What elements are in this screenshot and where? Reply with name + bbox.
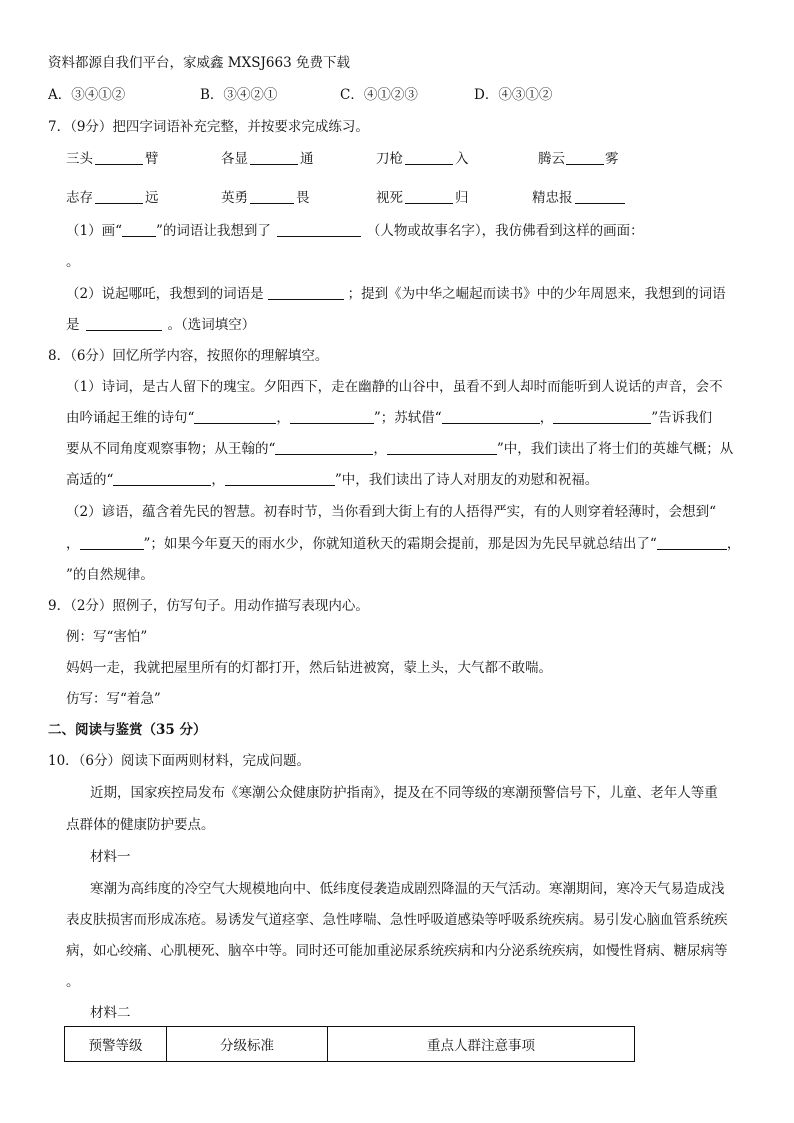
- q9-example: 妈妈一走，我就把屋里所有的灯都打开，然后钻进被窝，蒙上头，大气都不敢喘。: [66, 660, 552, 676]
- q8-p1-line3: 要从不同角度观察事物；从王翰的“ ， ”中，我们读出了将士们的英雄气概；从: [66, 441, 734, 457]
- q10-intro-line2: 点群体的健康防护要点。: [66, 817, 215, 833]
- material-1-line2: 表皮肤损害而形成冻疮。易诱发气道痉挛、急性哮喘、急性呼吸道感染等呼吸系统疾病。易引发心脑血管系统疾: [66, 912, 728, 928]
- material-1-title: 材料一: [90, 849, 131, 865]
- q8-title: 8．（6分）回忆所学内容，按照你的理解填空。: [48, 348, 329, 364]
- idiom-2: 各显 通: [221, 151, 314, 167]
- material-1-line3: 病，如心绞痛、心肌梗死、脑卒中等。同时还可能加重泌尿系统疾病和内分泌系统疾病，如慢性肾病、糖尿病等: [66, 943, 728, 959]
- q9-title: 9．（2分）照例子，仿写句子。用动作描写表现内心。: [48, 598, 369, 614]
- idiom-8: 精忠报: [532, 189, 627, 207]
- q10-title: 10．（6分）阅读下面两则材料，完成问题。: [48, 753, 311, 769]
- material-1-line4: 。: [66, 974, 80, 990]
- idiom-7: 视死 归: [376, 190, 469, 206]
- q7-title: 7．（9分）把四字词语补充完整，并按要求完成练习。: [48, 119, 369, 135]
- q7-sub2-cont: 是 。（选词填空）: [66, 317, 256, 333]
- q10-intro-line1: 近期，国家疾控局发布《寒潮公众健康防护指南》，提及在不同等级的寒潮预警信号下，儿童、老年人等重: [90, 785, 718, 801]
- section-heading: 二、阅读与鉴赏（35 分）: [48, 722, 207, 738]
- q8-p1-line2: 由吟诵起王维的诗句“ ， ”；苏轼借“ ， ”告诉我们: [66, 410, 713, 426]
- q8-p1-line1: （1）诗词，是古人留下的瑰宝。夕阳西下，走在幽静的山谷中，虽看不到人却时而能听到人说话的声音，会不: [66, 379, 723, 395]
- idiom-5: 志存 远: [66, 190, 159, 206]
- header-note: 资料都源自我们平台，家威鑫 MXSJ663 免费下载: [48, 55, 350, 71]
- q8-p1-line4: 高适的“ ， ”中，我们读出了诗人对朋友的劝慰和祝福。: [66, 472, 599, 488]
- q9-example-label: 例：写“害怕”: [66, 629, 148, 645]
- table-header-row: [65, 1027, 635, 1062]
- q8-p2-line1: （2）谚语，蕴含着先民的智慧。初春时节，当你看到大街上有的人捂得严实，有的人则穿着轻薄时，会想到“: [66, 504, 716, 520]
- q7-sub1-end: 。: [66, 254, 80, 270]
- table-header-cell: 分级标准: [167, 1027, 328, 1062]
- idiom-1: 三头 臂: [66, 151, 159, 167]
- material-2-table: [64, 1026, 635, 1062]
- option-c: C．④①②③: [340, 87, 418, 103]
- option-d: D．④③①②: [474, 87, 553, 103]
- idiom-3: 刀枪 入: [376, 151, 469, 167]
- q7-sub2: （2）说起哪吒，我想到的词语是 ；提到《为中华之崛起而读书》中的少年周恩来，我想到的词语: [66, 286, 726, 302]
- material-2-title: 材料二: [90, 1005, 131, 1021]
- q8-p2-line2: ， ”；如果今年夏天的雨水少，你就知道秋天的霜期会提前，那是因为先民早就总结出了“ ，: [66, 536, 741, 552]
- option-b: B．③④②①: [200, 87, 278, 103]
- table-header-cell: 预警等级: [65, 1027, 167, 1062]
- table-header-cell: 重点人群注意事项: [328, 1027, 635, 1062]
- material-1-line1: 寒潮为高纬度的冷空气大规模地向中、低纬度侵袭造成剧烈降温的天气活动。寒潮期间，寒冷天气易造成浅: [90, 881, 725, 897]
- idiom-6: 英勇 畏: [221, 190, 310, 206]
- q9-imitate: 仿写：写“着急”: [66, 691, 161, 707]
- option-a: A．③④①②: [48, 87, 126, 103]
- idiom-4: 腾云 雾: [538, 151, 619, 167]
- q7-sub1: （1）画“ ”的词语让我想到了 （人物或故事名字），我仿佛看到这样的画面：: [66, 223, 644, 239]
- q8-p2-line3: ”的自然规律。: [66, 567, 154, 583]
